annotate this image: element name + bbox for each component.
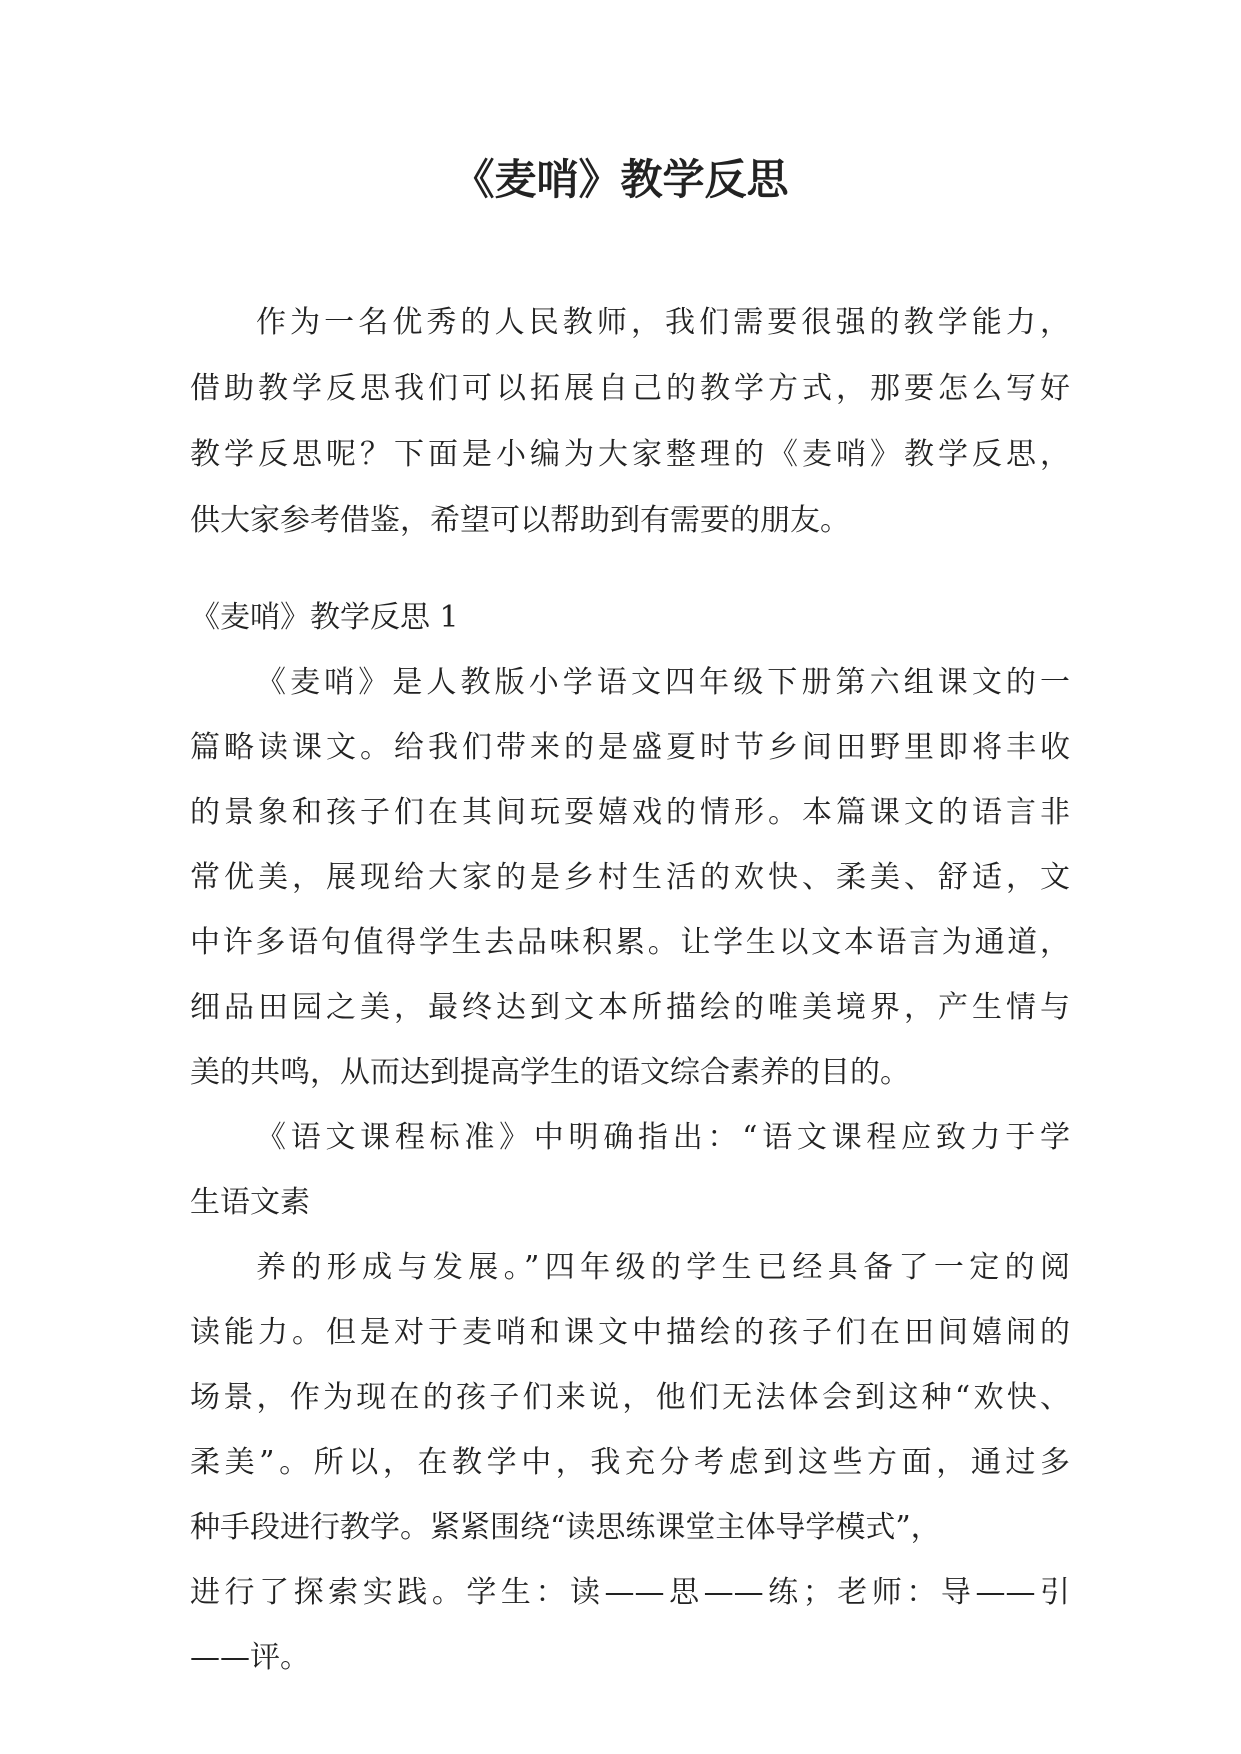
intro-line: 作为一名优秀的人民教师，我们需要很强的教学能力， [256, 305, 1070, 340]
paragraph-line: 的景象和孩子们在其间玩耍嬉戏的情形。本篇课文的语言非 [190, 795, 1070, 830]
section-heading: 《麦哨》教学反思 1 [190, 600, 459, 635]
paragraph-line: 《麦哨》是人教版小学语文四年级下册第六组课文的一 [256, 665, 1070, 700]
paragraph-line: 常优美，展现给大家的是乡村生活的欢快、柔美、舒适，文 [190, 860, 1070, 895]
intro-paragraph [190, 290, 1070, 554]
paragraph-line: 生语文素 [190, 1185, 310, 1220]
paragraph-line: 柔美”。所以，在教学中，我充分考虑到这些方面，通过多 [190, 1445, 1070, 1480]
paragraph-line: 细品田园之美，最终达到文本所描绘的唯美境界，产生情与 [190, 990, 1070, 1025]
paragraph-line: 场景，作为现在的孩子们来说，他们无法体会到这种“欢快、 [190, 1380, 1070, 1415]
intro-line: 供大家参考借鉴，希望可以帮助到有需要的朋友。 [190, 503, 850, 538]
paragraph-line: 美的共鸣，从而达到提高学生的语文综合素养的目的。 [190, 1055, 910, 1090]
intro-line: 借助教学反思我们可以拓展自己的教学方式，那要怎么写好 [190, 371, 1070, 406]
section-1 [190, 585, 1070, 1690]
paragraph-line: 读能力。但是对于麦哨和课文中描绘的孩子们在田间嬉闹的 [190, 1315, 1070, 1350]
paragraph-line: 中许多语句值得学生去品味积累。让学生以文本语言为通道， [190, 925, 1070, 960]
paragraph-line: ——评。 [190, 1640, 310, 1675]
paragraph-line: 养的形成与发展。”四年级的学生已经具备了一定的阅 [256, 1250, 1070, 1285]
paragraph-line: 种手段进行教学。紧紧围绕“读思练课堂主体导学模式”， [190, 1510, 941, 1545]
paragraph-line: 进行了探索实践。学生：读——思——练；老师：导——引 [190, 1575, 1070, 1610]
paragraph-line: 《语文课程标准》中明确指出：“语文课程应致力于学 [256, 1120, 1070, 1155]
paragraph-line: 篇略读课文。给我们带来的是盛夏时节乡间田野里即将丰收 [190, 730, 1070, 765]
document-title: 《麦哨》教学反思 [452, 155, 789, 204]
intro-line: 教学反思呢？下面是小编为大家整理的《麦哨》教学反思， [190, 437, 1070, 472]
